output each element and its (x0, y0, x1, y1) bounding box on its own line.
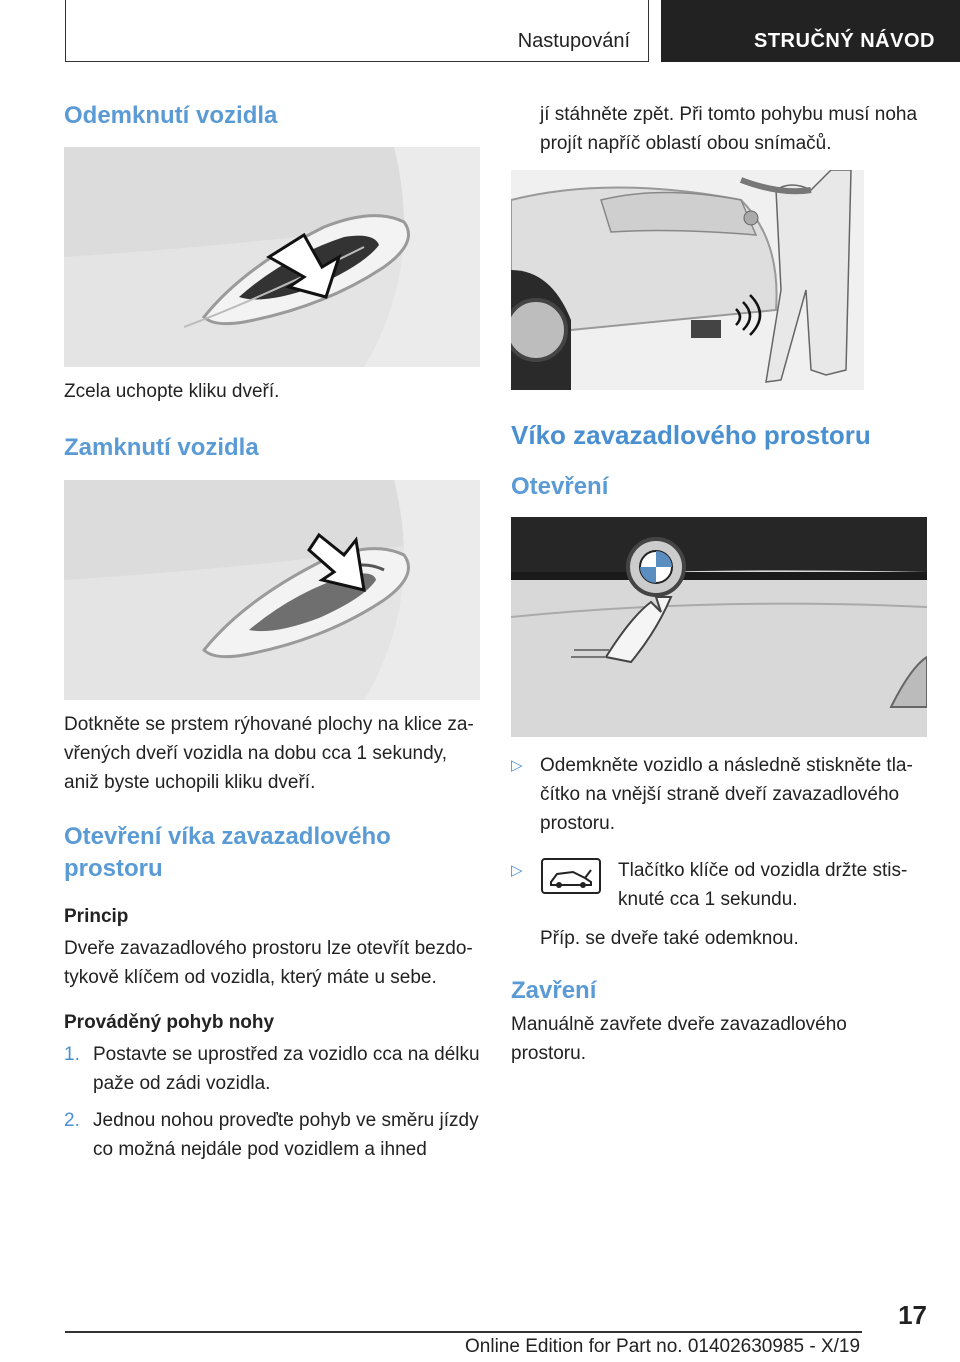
unlock-heading: Odemknutí vozidla (64, 102, 278, 129)
header-section-title: Nastupování (517, 30, 630, 52)
lock-heading: Zamknutí vozidla (64, 434, 259, 462)
foot-gesture-figure (511, 170, 864, 390)
bullet-note: Příp. se dveře také odemknou. (540, 928, 799, 950)
list-item (511, 856, 927, 914)
principle-heading: Princip (64, 905, 129, 927)
triangle-bullet-icon: ▷ (511, 862, 523, 880)
step-number: 1. (64, 1043, 80, 1065)
key-trunk-button-icon (541, 858, 601, 894)
unlock-door-handle-figure (64, 147, 480, 367)
list-item (511, 751, 927, 838)
step-continuation-text: jí stáhněte zpět. Při tomto pohybu musí noha projít napříč oblastí obou snímačů. (540, 104, 918, 154)
step-text: Postavte se uprostřed za vozidlo cca na délku paže od zádi vozidla. (93, 1043, 480, 1094)
closing-text: Manuálně zavřete dveře zavazadlového prostoru. (511, 1013, 847, 1064)
footer-divider (65, 1331, 862, 1333)
bullet-text: Odemkněte vozidlo a následně stiskněte tla-čítko na vnější straně dveří zavazadlového prostoru. (540, 755, 913, 835)
triangle-bullet-icon: ▷ (511, 757, 523, 775)
movement-heading: Prováděný pohyb nohy (64, 1011, 275, 1033)
principle-text: Dveře zavazadlového prostoru lze otevřít bezdo-tykově klíčem od vozidla, který máte u sebe. (64, 937, 473, 988)
unlock-caption: Zcela uchopte kliku dveří. (64, 381, 280, 403)
right-column (511, 100, 927, 1068)
trunk-lid-heading: Víko zavazadlového prostoru (511, 420, 871, 450)
step-text: Jednou nohou proveďte pohyb ve směru jízdy co možná nejdále pod vozidlem a ihned (93, 1109, 479, 1160)
lock-caption: Dotkněte se prstem rýhované plochy na klice za-vřených dveří vozidla na dobu cca 1 sekundy, aniž byste uchopili kliku dveří. (64, 713, 474, 793)
header-chapter-tab: STRUČNÝ NÁVOD (661, 0, 960, 62)
bullet-text: Tlačítko klíče od vozidla držte stis-knuté cca 1 sekundu. (618, 860, 908, 911)
page-number: 17 (898, 1300, 927, 1330)
trunk-button-figure (511, 517, 927, 737)
list-item (64, 1040, 480, 1098)
step-number: 2. (64, 1109, 80, 1131)
footer-edition: Online Edition for Part no. 01402630985 - X/19 (465, 1336, 861, 1357)
opening-heading: Otevření (511, 473, 609, 501)
closing-heading: Zavření (511, 977, 597, 1005)
trunk-open-heading: Otevření víka zavazadlového prostoru (64, 822, 391, 883)
list-item (64, 1106, 480, 1164)
left-column (64, 100, 480, 1164)
lock-door-handle-figure (64, 480, 480, 700)
